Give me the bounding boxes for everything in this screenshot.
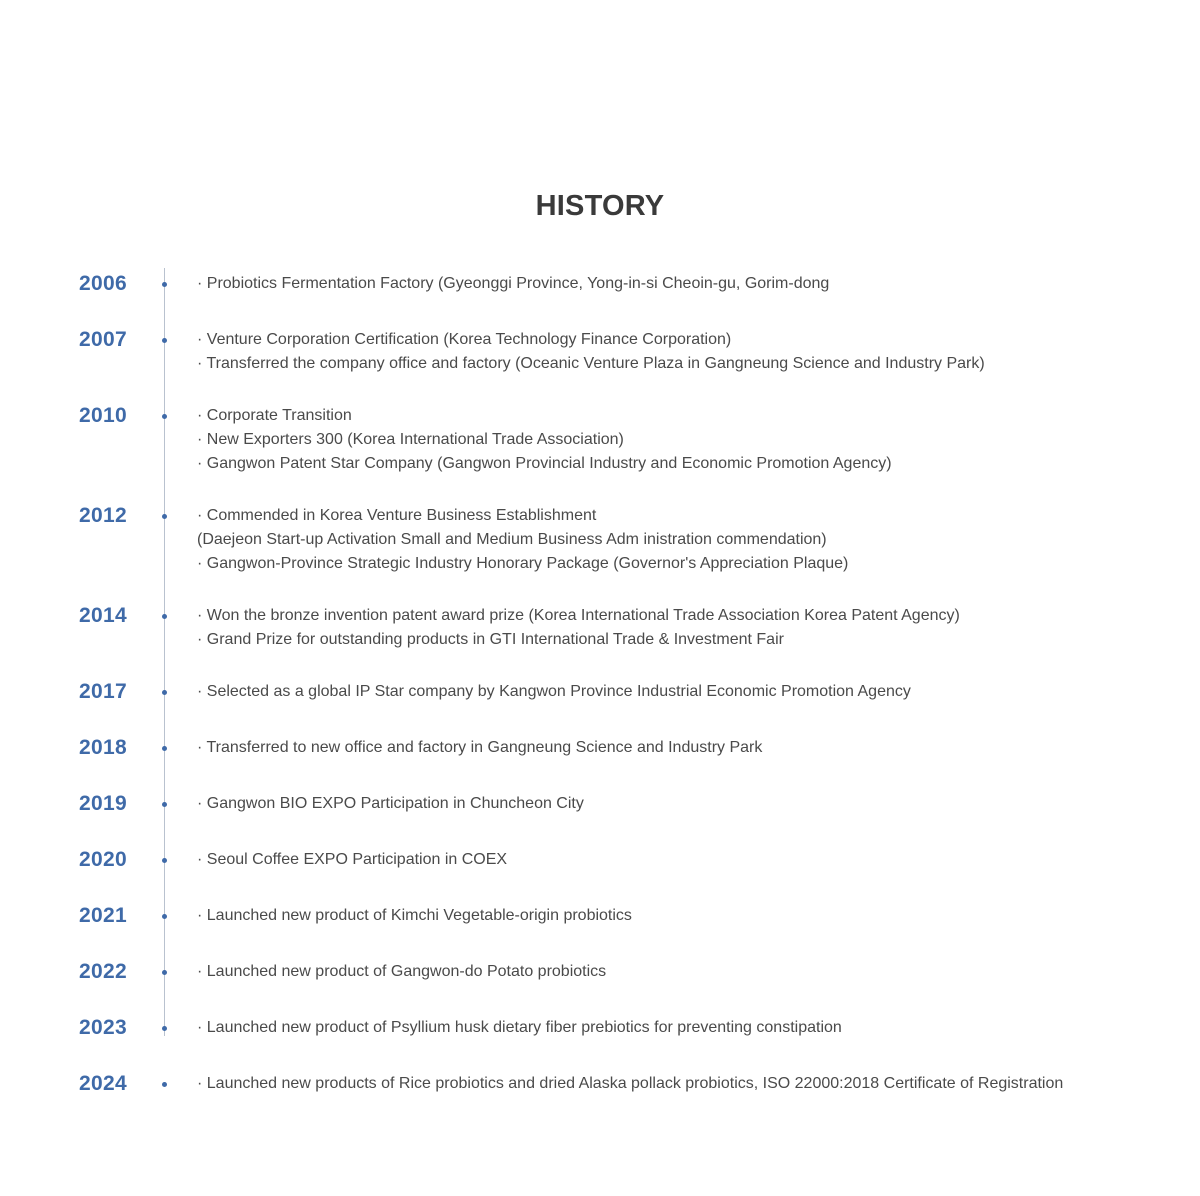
timeline-year: 2017: [79, 680, 127, 703]
timeline-event-list: [197, 268, 829, 296]
timeline-dot-icon: [162, 514, 167, 519]
timeline-event-item: · Commended in Korea Venture Business Establishment: [197, 507, 597, 524]
timeline-year: 2023: [79, 1016, 127, 1039]
timeline-event-item: · Transferred to new office and factory in Gangneung Science and Industry Park: [197, 739, 763, 756]
timeline-entry: [0, 844, 1200, 876]
timeline-year: 2014: [79, 604, 127, 627]
timeline-year: 2022: [79, 960, 127, 983]
timeline-event-list: [197, 324, 985, 376]
timeline-entry: [0, 268, 1200, 300]
timeline-entry: [0, 324, 1200, 376]
timeline-event-list: [197, 500, 848, 576]
timeline-entry: [0, 900, 1200, 932]
timeline-event-item: · Launched new products of Rice probiotics and dried Alaska pollack probiotics, ISO 22000:2018 Certificate of Registration: [197, 1075, 1064, 1092]
timeline-dot-icon: [162, 1082, 167, 1087]
timeline-entries: [0, 268, 1200, 1100]
timeline-event-item: · Transferred the company office and factory (Oceanic Venture Plaza in Gangneung Science and Industry Park): [197, 355, 985, 372]
timeline-event-item: · Launched new product of Kimchi Vegetable-origin probiotics: [197, 907, 632, 924]
timeline-year: 2012: [79, 504, 127, 527]
timeline-year: 2024: [79, 1072, 127, 1095]
timeline-event-item: · Grand Prize for outstanding products in GTI International Trade & Investment Fair: [197, 631, 784, 648]
timeline-dot-icon: [162, 746, 167, 751]
timeline-event-item: · Gangwon Patent Star Company (Gangwon Provincial Industry and Economic Promotion Agency): [197, 455, 892, 472]
timeline-event-item: · Launched new product of Gangwon-do Potato probiotics: [197, 963, 607, 980]
timeline-event-list: [197, 1068, 1063, 1096]
timeline-event-list: [197, 788, 584, 816]
timeline-event-item: · Probiotics Fermentation Factory (Gyeonggi Province, Yong-in-si Cheoin-gu, Gorim-dong: [197, 275, 830, 292]
timeline-entry: [0, 1012, 1200, 1044]
timeline-event-item: (Daejeon Start-up Activation Small and Medium Business Adm inistration commendation): [197, 531, 827, 548]
timeline-dot-icon: [162, 338, 167, 343]
timeline-entry: [0, 788, 1200, 820]
timeline-dot-icon: [162, 414, 167, 419]
timeline-entry: [0, 956, 1200, 988]
timeline-dot-icon: [162, 858, 167, 863]
timeline-event-list: [197, 600, 960, 652]
timeline-entry: [0, 1068, 1200, 1100]
timeline-dot-icon: [162, 282, 167, 287]
timeline-event-item: · Won the bronze invention patent award prize (Korea International Trade Association Korea Patent Agency): [197, 607, 960, 624]
timeline-year: 2018: [79, 736, 127, 759]
timeline-event-list: [197, 844, 507, 872]
timeline-event-list: [197, 400, 892, 476]
timeline-year: 2020: [79, 848, 127, 871]
timeline-event-list: [197, 956, 606, 984]
timeline-event-item: · Gangwon BIO EXPO Participation in Chuncheon City: [197, 795, 584, 812]
timeline-event-list: [197, 900, 632, 928]
page-title: HISTORY: [535, 190, 665, 222]
timeline-entry: [0, 600, 1200, 652]
timeline-dot-icon: [162, 1026, 167, 1031]
timeline-dot-icon: [162, 614, 167, 619]
timeline-entry: [0, 732, 1200, 764]
timeline-dot-icon: [162, 914, 167, 919]
history-timeline: [0, 268, 1200, 1124]
timeline-dot-icon: [162, 802, 167, 807]
timeline-entry: [0, 400, 1200, 476]
timeline-dot-icon: [162, 690, 167, 695]
timeline-entry: [0, 676, 1200, 708]
timeline-event-item: · Venture Corporation Certification (Korea Technology Finance Corporation): [197, 331, 732, 348]
timeline-event-item: · Selected as a global IP Star company by Kangwon Province Industrial Economic Promotion Agency: [197, 683, 911, 700]
timeline-year: 2010: [79, 404, 127, 427]
timeline-year: 2007: [79, 328, 127, 351]
timeline-event-item: · New Exporters 300 (Korea International Trade Association): [197, 431, 624, 448]
timeline-year: 2019: [79, 792, 127, 815]
timeline-event-item: · Corporate Transition: [197, 407, 352, 424]
timeline-event-item: · Launched new product of Psyllium husk dietary fiber prebiotics for preventing constipation: [197, 1019, 842, 1036]
timeline-event-list: [197, 676, 911, 704]
timeline-event-list: [197, 1012, 842, 1040]
timeline-event-item: · Gangwon-Province Strategic Industry Honorary Package (Governor's Appreciation Plaque): [197, 555, 849, 572]
timeline-dot-icon: [162, 970, 167, 975]
timeline-event-item: · Seoul Coffee EXPO Participation in COEX: [197, 851, 508, 868]
timeline-event-list: [197, 732, 762, 760]
timeline-entry: [0, 500, 1200, 576]
timeline-year: 2021: [79, 904, 127, 927]
timeline-year: 2006: [79, 272, 127, 295]
